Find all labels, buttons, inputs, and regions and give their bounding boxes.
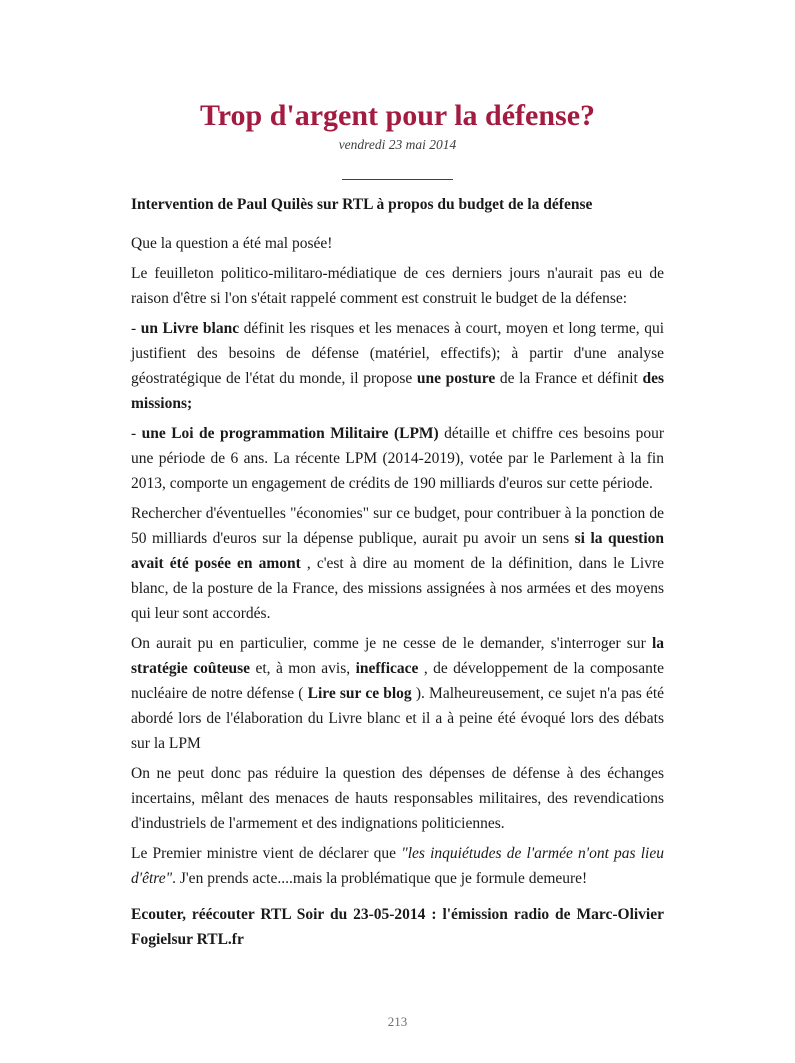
blog-link-text: Lire sur ce blog	[307, 684, 412, 702]
text-run: détaille et chiffre ces besoins pour une période de 6 ans. La récente LPM (2014-2019), votée par le Parlement à la fin 2013, comporte un engagement de crédits de 190 milliards d'euros sur cette période.	[131, 424, 664, 492]
text-run: une Loi de programmation Militaire (LPM)	[141, 424, 439, 442]
article-title: Trop d'argent pour la défense?	[199, 99, 596, 132]
text-run: Rechercher d'éventuelles "économies" sur ce budget, pour contribuer à la ponction de 50 milliards d'euros sur la dépense publique, aurait pu avoir un sens	[131, 504, 664, 547]
article-heading: Intervention de Paul Quilès sur RTL à propos du budget de la défense	[131, 195, 593, 213]
text-run: Ecouter, réécouter RTL Soir du 23-05-2014 : l'émission radio de Marc-Olivier Fogielsur RTL.fr	[131, 905, 664, 948]
text-run: un Livre blanc	[140, 319, 240, 337]
text-run: ). Malheureusement, ce sujet n'a pas été abordé lors de l'élaboration du Livre blanc et il a à peine été évoqué lors des débats sur la LPM	[131, 684, 665, 752]
paragraph	[131, 261, 664, 311]
paragraph	[131, 841, 664, 891]
paragraph	[131, 902, 664, 952]
text-run: Le Premier ministre vient de déclarer que	[131, 844, 402, 862]
text-run: des missions;	[131, 369, 664, 412]
text-run: une posture	[416, 369, 496, 387]
page-number: 213	[387, 1014, 408, 1029]
text-run: inefficace	[355, 659, 419, 677]
paragraph	[131, 231, 664, 256]
text-run: la stratégie coûteuse	[131, 634, 664, 677]
divider-rule	[342, 179, 453, 180]
paragraph	[131, 761, 664, 836]
text-run: , c'est à dire au moment de la définition, dans le Livre blanc, de la posture de la France, des missions assignées à nos armées et des moyens qui leur sont accordés.	[131, 554, 664, 622]
text-run: de la France et définit	[495, 369, 643, 387]
text-run: . J'en prends acte....mais la problématique que je formule demeure!	[172, 869, 588, 887]
article-date: vendredi 23 mai 2014	[338, 136, 457, 152]
text-run: "les inquiétudes de l'armée n'ont pas lieu d'être"	[131, 844, 664, 887]
text-run: -	[131, 319, 141, 337]
text-run: Le feuilleton politico-militaro-médiatique de ces derniers jours n'aurait pas eu de raison d'être si l'on s'était rappelé comment est construit le budget de la défense:	[131, 264, 664, 307]
text-run: si la question avait été posée en amont	[131, 529, 664, 572]
paragraph	[131, 631, 664, 756]
text-run: définit les risques et les menaces à court, moyen et long terme, qui justifient des besoins de défense (matériel, effectifs); à partir d'une analyse géostratégique de l'état du monde, il propose	[131, 319, 665, 387]
paragraph	[131, 501, 664, 626]
article	[131, 0, 664, 957]
article-body	[131, 231, 664, 952]
text-run: , de développement de la composante nucléaire de notre défense (	[131, 659, 665, 702]
text-run: On ne peut donc pas réduire la question des dépenses de défense à des échanges incertains, mêlant des menaces de hauts responsables militaires, des revendications d'industriels de l'armement et des indignations politiciennes.	[131, 764, 664, 832]
text-run: On aurait pu en particulier, comme je ne cesse de le demander, s'interroger sur	[131, 634, 652, 652]
text-run: -	[131, 424, 142, 442]
text-run: Que la question a été mal posée!	[131, 234, 333, 252]
paragraph	[131, 316, 664, 416]
text-run: et, à mon avis,	[250, 659, 356, 677]
paragraph	[131, 421, 664, 496]
